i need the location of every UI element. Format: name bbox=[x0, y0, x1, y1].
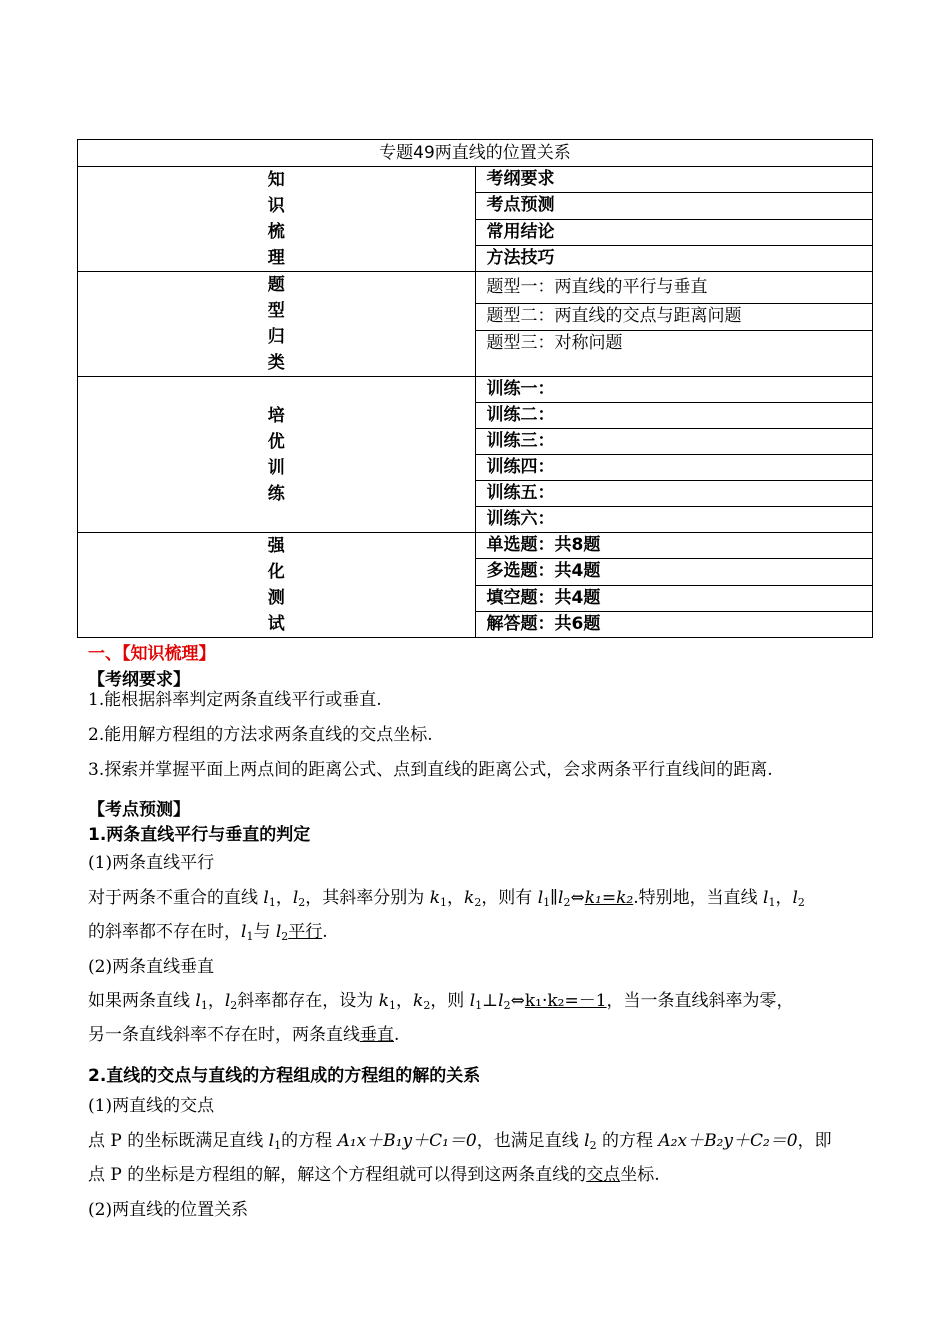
underlined-answer: 交点 bbox=[586, 1165, 621, 1185]
group-label-types bbox=[78, 272, 476, 377]
table-item[interactable]: 考点预测 bbox=[475, 193, 873, 219]
table-item[interactable]: 考纲要求 bbox=[475, 167, 873, 193]
table-title: 专题49两直线的位置关系 bbox=[78, 140, 873, 167]
text: 坐标. bbox=[620, 1165, 660, 1185]
group-char: 测 bbox=[267, 588, 285, 608]
table-item[interactable]: 训练三： bbox=[475, 429, 873, 455]
table-item[interactable]: 题型二：两直线的交点与距离问题 bbox=[475, 304, 873, 330]
text: 斜率都存在，设为 bbox=[237, 991, 379, 1011]
paragraph-line bbox=[88, 1165, 868, 1185]
text: ，也满足直线 bbox=[476, 1131, 585, 1151]
text: 与 bbox=[253, 922, 276, 942]
text: 点 P 的坐标是方程组的解，解这个方程组就可以得到这两条直线的 bbox=[88, 1165, 587, 1185]
table-item[interactable]: 方法技巧 bbox=[475, 245, 873, 271]
requirements-title: 【考纲要求】 bbox=[88, 670, 190, 690]
group-label-tests bbox=[78, 533, 476, 638]
group-char: 优 bbox=[267, 431, 285, 452]
text: ，即 bbox=[797, 1131, 832, 1151]
group-char: 题 bbox=[267, 275, 285, 295]
text: ，当一条直线斜率为零， bbox=[606, 991, 794, 1011]
contents-table bbox=[77, 139, 873, 638]
table-item[interactable]: 解答题：共6题 bbox=[475, 611, 873, 637]
section-heading: 一、【知识梳理】 bbox=[88, 644, 216, 664]
table-item[interactable]: 题型一：两直线的平行与垂直 bbox=[475, 272, 873, 304]
group-char: 识 bbox=[267, 196, 285, 216]
underlined-answer: 垂直 bbox=[360, 1025, 394, 1045]
paragraph-line: 另一条直线斜率不存在时，两条直线垂直. bbox=[88, 1025, 400, 1045]
text: 对于两条不重合的直线 bbox=[88, 888, 264, 908]
point-1b-title: (2)两条直线垂直 bbox=[88, 957, 215, 977]
text: ，其斜率分别为 bbox=[305, 888, 430, 908]
requirement-line: 1.能根据斜率判定两条直线平行或垂直. bbox=[88, 690, 382, 710]
group-label-training bbox=[78, 377, 476, 533]
underlined-answer: 平行 bbox=[288, 922, 323, 942]
group-char: 训 bbox=[267, 457, 285, 478]
table-item[interactable]: 单选题：共8题 bbox=[475, 533, 873, 559]
group-char: 理 bbox=[267, 248, 285, 268]
point-2a-title: (1)两直线的交点 bbox=[88, 1096, 215, 1116]
group-char: 培 bbox=[267, 405, 285, 426]
underlined-answer: k₁=k₂ bbox=[584, 888, 634, 908]
text: 如果两条直线 bbox=[88, 991, 196, 1011]
equation: A₂x＋B₂y＋C₂＝0 bbox=[658, 1131, 798, 1151]
group-char: 梳 bbox=[267, 222, 285, 242]
group-char: 练 bbox=[267, 483, 285, 504]
group-char: 类 bbox=[267, 353, 285, 373]
underlined-answer: k₁·k₂=－1 bbox=[524, 991, 607, 1011]
paragraph-line: 对于两条不重合的直线 $l_1$，$l_2$，其斜率分别为 $k_1$，$k_2$，则有 $l_1\parallel l_2\Leftrightarrow k_1=k_2$.特别地，当直线 $l_1$，$l_2$ bbox=[88, 888, 805, 909]
requirement-line: 2.能用解方程组的方法求两条直线的交点坐标. bbox=[88, 725, 433, 745]
group-char: 强 bbox=[267, 536, 285, 556]
table-item[interactable]: 常用结论 bbox=[475, 219, 873, 245]
paragraph-line: 的斜率都不存在时，$l_1$与 $l_2$平行. bbox=[88, 922, 328, 943]
table-item[interactable]: 训练六： bbox=[475, 507, 873, 533]
text: .特别地，当直线 bbox=[633, 888, 763, 908]
group-label-knowledge bbox=[78, 167, 476, 272]
group-char: 归 bbox=[267, 327, 285, 347]
table-item[interactable]: 填空题：共4题 bbox=[475, 585, 873, 611]
paragraph-line: 如果两条直线 $l_1$，$l_2$斜率都存在，设为 $k_1$，$k_2$，则 $l_1\perp l_2\Leftrightarrow k_1\cdot k_2=-1$，当一条直线斜率为零， bbox=[88, 991, 794, 1012]
text: 的方程 bbox=[281, 1131, 338, 1151]
table-item[interactable]: 训练四： bbox=[475, 455, 873, 481]
text: ，则 bbox=[430, 991, 470, 1011]
point-2b-title: (2)两直线的位置关系 bbox=[88, 1200, 249, 1220]
group-char: 化 bbox=[267, 562, 285, 582]
paragraph-line: 点 P 的坐标既满足直线 $l_1$的方程 A₁x＋B₁y＋C₁＝0，也满足直线 $l_2$ 的方程 A₂x＋B₂y＋C₂＝0，即 bbox=[88, 1131, 832, 1152]
table-item[interactable]: 训练一： bbox=[475, 377, 873, 403]
group-char: 型 bbox=[267, 301, 285, 321]
group-char: 试 bbox=[267, 614, 285, 634]
requirement-line: 3.探索并掌握平面上两点间的距离公式、点到直线的距离公式，会求两条平行直线间的距离. bbox=[88, 760, 773, 780]
point-2-title: 2.直线的交点与直线的方程组成的方程组的解的关系 bbox=[88, 1066, 481, 1086]
text: 点 P 的坐标既满足直线 bbox=[88, 1131, 269, 1151]
point-1-title: 1.两条直线平行与垂直的判定 bbox=[88, 825, 311, 845]
text: ，则有 bbox=[481, 888, 538, 908]
table-item[interactable]: 训练五： bbox=[475, 481, 873, 507]
equation: A₁x＋B₁y＋C₁＝0 bbox=[337, 1131, 477, 1151]
table-item[interactable]: 题型三：对称问题 bbox=[475, 330, 873, 376]
text: 另一条直线斜率不存在时，两条直线 bbox=[88, 1025, 360, 1045]
point-1a-title: (1)两条直线平行 bbox=[88, 853, 215, 873]
text: 的斜率都不存在时， bbox=[88, 922, 241, 942]
group-char: 知 bbox=[267, 170, 285, 190]
prediction-title: 【考点预测】 bbox=[88, 800, 190, 820]
table-item[interactable]: 训练二： bbox=[475, 403, 873, 429]
table-item[interactable]: 多选题：共4题 bbox=[475, 559, 873, 585]
